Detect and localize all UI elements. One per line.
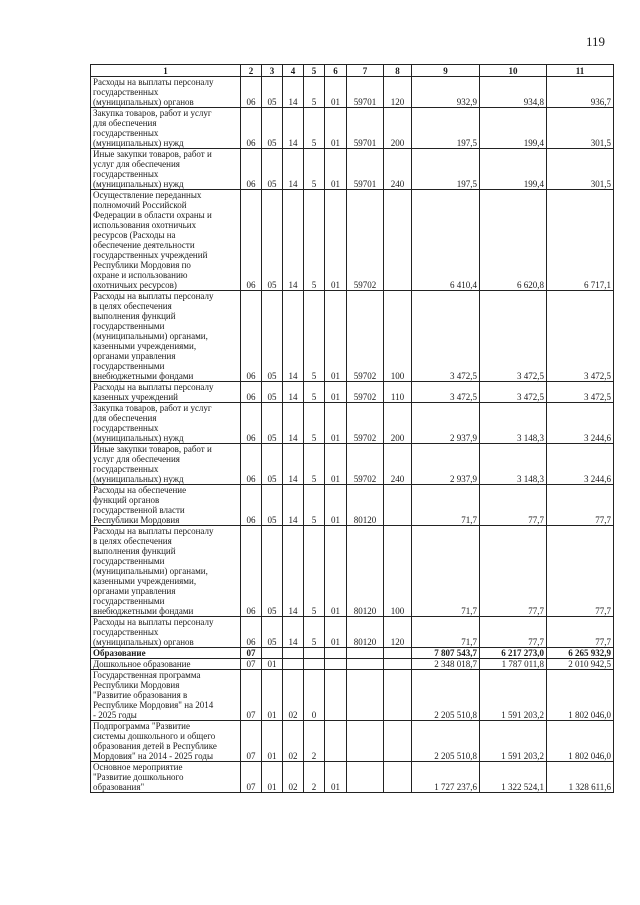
subprogram-code-cell: 5 <box>304 526 325 617</box>
amount-col9-cell: 3 472,5 <box>412 382 480 403</box>
subprogram-code-cell: 5 <box>304 108 325 149</box>
section-code-cell: 07 <box>241 721 262 762</box>
direction-code-cell <box>347 659 384 670</box>
table-row <box>91 485 614 526</box>
expense-type-cell <box>384 648 412 659</box>
row-name-cell: Расходы на выплаты персоналу в целях обеспечения выполнения функций государственными (муниципальными) органами, казенными учреждениями, органами управления государственными внебюджетными фондами <box>91 526 241 617</box>
program-code-cell: 14 <box>283 526 304 617</box>
subsection-code-cell: 05 <box>262 382 283 403</box>
row-name-cell: Основное мероприятие "Развитие дошкольного образования" <box>91 762 241 793</box>
direction-code-cell: 80120 <box>347 526 384 617</box>
table-row <box>91 670 614 721</box>
column-header: 1 <box>91 65 241 77</box>
amount-col9-cell: 2 205 510,8 <box>412 721 480 762</box>
expense-type-cell: 200 <box>384 403 412 444</box>
expense-type-cell: 100 <box>384 526 412 617</box>
subsection-code-cell: 05 <box>262 403 283 444</box>
row-name-cell: Расходы на выплаты персоналу казенных учреждений <box>91 382 241 403</box>
table-row <box>91 721 614 762</box>
column-header: 2 <box>241 65 262 77</box>
direction-code-cell: 59701 <box>347 108 384 149</box>
column-header: 6 <box>325 65 347 77</box>
subsection-code-cell: 05 <box>262 526 283 617</box>
section-code-cell: 07 <box>241 762 262 793</box>
program-code-cell: 14 <box>283 382 304 403</box>
subsection-code-cell: 01 <box>262 659 283 670</box>
amount-col11-cell: 77,7 <box>547 485 614 526</box>
program-code-cell: 14 <box>283 485 304 526</box>
amount-col11-cell: 3 472,5 <box>547 382 614 403</box>
subprogram-code-cell: 5 <box>304 485 325 526</box>
direction-code-cell: 59701 <box>347 149 384 190</box>
direction-code-cell: 59702 <box>347 444 384 485</box>
amount-col10-cell: 1 591 203,2 <box>480 721 547 762</box>
event-code-cell: 01 <box>325 762 347 793</box>
event-code-cell: 01 <box>325 526 347 617</box>
program-code-cell: 14 <box>283 190 304 291</box>
event-code-cell <box>325 721 347 762</box>
section-code-cell: 06 <box>241 77 262 108</box>
table-row <box>91 659 614 670</box>
event-code-cell: 01 <box>325 617 347 648</box>
amount-col10-cell: 77,7 <box>480 617 547 648</box>
table-row <box>91 382 614 403</box>
amount-col11-cell: 2 010 942,5 <box>547 659 614 670</box>
amount-col11-cell: 936,7 <box>547 77 614 108</box>
amount-col10-cell: 3 148,3 <box>480 403 547 444</box>
column-header: 5 <box>304 65 325 77</box>
amount-col10-cell: 199,4 <box>480 108 547 149</box>
amount-col9-cell: 2 348 018,7 <box>412 659 480 670</box>
table-row <box>91 108 614 149</box>
row-name-cell: Иные закупки товаров, работ и услуг для обеспечения государственных (муниципальных) нужд <box>91 149 241 190</box>
amount-col10-cell: 3 472,5 <box>480 382 547 403</box>
expense-type-cell: 200 <box>384 108 412 149</box>
amount-col10-cell: 199,4 <box>480 149 547 190</box>
amount-col10-cell: 3 148,3 <box>480 444 547 485</box>
amount-col11-cell: 77,7 <box>547 526 614 617</box>
subprogram-code-cell: 5 <box>304 77 325 108</box>
amount-col10-cell: 77,7 <box>480 526 547 617</box>
column-header: 4 <box>283 65 304 77</box>
event-code-cell <box>325 659 347 670</box>
subprogram-code-cell: 5 <box>304 190 325 291</box>
budget-table <box>90 64 614 793</box>
direction-code-cell: 59702 <box>347 403 384 444</box>
table-row <box>91 149 614 190</box>
program-code-cell: 14 <box>283 403 304 444</box>
subsection-code-cell: 05 <box>262 108 283 149</box>
column-header: 8 <box>384 65 412 77</box>
section-code-cell: 06 <box>241 190 262 291</box>
subsection-code-cell: 01 <box>262 721 283 762</box>
row-name-cell: Закупка товаров, работ и услуг для обеспечения государственных (муниципальных) нужд <box>91 403 241 444</box>
amount-col9-cell: 71,7 <box>412 526 480 617</box>
table-row <box>91 648 614 659</box>
row-name-cell: Расходы на выплаты персоналу в целях обеспечения выполнения функций государственными (муниципальными) органами, казенными учреждениями, органами управления государственными внебюджетными фондами <box>91 291 241 382</box>
column-header: 11 <box>547 65 614 77</box>
column-header: 3 <box>262 65 283 77</box>
amount-col11-cell: 1 802 046,0 <box>547 670 614 721</box>
row-name-cell: Образование <box>91 648 241 659</box>
amount-col9-cell: 2 205 510,8 <box>412 670 480 721</box>
row-name-cell: Подпрограмма "Развитие системы дошкольного и общего образования детей в Республике Мордовия" на 2014 - 2025 годы <box>91 721 241 762</box>
event-code-cell: 01 <box>325 190 347 291</box>
amount-col9-cell: 6 410,4 <box>412 190 480 291</box>
program-code-cell: 14 <box>283 77 304 108</box>
amount-col9-cell: 197,5 <box>412 108 480 149</box>
event-code-cell <box>325 648 347 659</box>
column-header: 7 <box>347 65 384 77</box>
expense-type-cell <box>384 659 412 670</box>
expense-type-cell: 110 <box>384 382 412 403</box>
row-name-cell: Дошкольное образование <box>91 659 241 670</box>
direction-code-cell <box>347 670 384 721</box>
expense-type-cell: 240 <box>384 444 412 485</box>
event-code-cell: 01 <box>325 149 347 190</box>
amount-col11-cell: 3 244,6 <box>547 403 614 444</box>
section-code-cell: 07 <box>241 670 262 721</box>
program-code-cell: 14 <box>283 149 304 190</box>
program-code-cell <box>283 648 304 659</box>
section-code-cell: 06 <box>241 485 262 526</box>
event-code-cell: 01 <box>325 108 347 149</box>
subprogram-code-cell: 5 <box>304 382 325 403</box>
subsection-code-cell <box>262 648 283 659</box>
subsection-code-cell: 01 <box>262 762 283 793</box>
subprogram-code-cell <box>304 659 325 670</box>
page-number: 119 <box>586 34 606 49</box>
amount-col9-cell: 71,7 <box>412 617 480 648</box>
table-row <box>91 526 614 617</box>
expense-type-cell: 100 <box>384 291 412 382</box>
amount-col11-cell: 301,5 <box>547 108 614 149</box>
table-row <box>91 762 614 793</box>
direction-code-cell <box>347 721 384 762</box>
subprogram-code-cell: 2 <box>304 762 325 793</box>
amount-col9-cell: 197,5 <box>412 149 480 190</box>
amount-col10-cell: 1 322 524,1 <box>480 762 547 793</box>
program-code-cell: 14 <box>283 108 304 149</box>
amount-col11-cell: 6 265 932,9 <box>547 648 614 659</box>
event-code-cell: 01 <box>325 291 347 382</box>
amount-col10-cell: 934,8 <box>480 77 547 108</box>
program-code-cell: 14 <box>283 444 304 485</box>
subprogram-code-cell <box>304 648 325 659</box>
subsection-code-cell: 05 <box>262 149 283 190</box>
direction-code-cell: 80120 <box>347 617 384 648</box>
direction-code-cell: 59701 <box>347 77 384 108</box>
program-code-cell: 02 <box>283 762 304 793</box>
amount-col11-cell: 3 244,6 <box>547 444 614 485</box>
section-code-cell: 07 <box>241 659 262 670</box>
subprogram-code-cell: 5 <box>304 444 325 485</box>
table-body <box>91 77 614 793</box>
section-code-cell: 06 <box>241 444 262 485</box>
event-code-cell: 01 <box>325 485 347 526</box>
amount-col9-cell: 2 937,9 <box>412 444 480 485</box>
subsection-code-cell: 05 <box>262 444 283 485</box>
row-name-cell: Расходы на обеспечение функций органов государственной власти Республики Мордовия <box>91 485 241 526</box>
amount-col11-cell: 1 328 611,6 <box>547 762 614 793</box>
subsection-code-cell: 01 <box>262 670 283 721</box>
direction-code-cell: 80120 <box>347 485 384 526</box>
row-name-cell: Расходы на выплаты персоналу государственных (муниципальных) органов <box>91 617 241 648</box>
section-code-cell: 06 <box>241 108 262 149</box>
expense-type-cell: 240 <box>384 149 412 190</box>
amount-col10-cell: 1 787 011,8 <box>480 659 547 670</box>
direction-code-cell: 59702 <box>347 291 384 382</box>
subsection-code-cell: 05 <box>262 485 283 526</box>
program-code-cell: 14 <box>283 291 304 382</box>
amount-col9-cell: 1 727 237,6 <box>412 762 480 793</box>
program-code-cell: 02 <box>283 670 304 721</box>
table-row <box>91 444 614 485</box>
amount-col11-cell: 77,7 <box>547 617 614 648</box>
section-code-cell: 06 <box>241 526 262 617</box>
amount-col11-cell: 1 802 046,0 <box>547 721 614 762</box>
direction-code-cell <box>347 648 384 659</box>
row-name-cell: Расходы на выплаты персоналу государственных (муниципальных) органов <box>91 77 241 108</box>
section-code-cell: 07 <box>241 648 262 659</box>
column-header: 9 <box>412 65 480 77</box>
event-code-cell: 01 <box>325 444 347 485</box>
section-code-cell: 06 <box>241 382 262 403</box>
expense-type-cell <box>384 762 412 793</box>
amount-col9-cell: 2 937,9 <box>412 403 480 444</box>
subsection-code-cell: 05 <box>262 190 283 291</box>
event-code-cell: 01 <box>325 77 347 108</box>
row-name-cell: Иные закупки товаров, работ и услуг для обеспечения государственных (муниципальных) нужд <box>91 444 241 485</box>
subprogram-code-cell: 5 <box>304 149 325 190</box>
direction-code-cell <box>347 762 384 793</box>
section-code-cell: 06 <box>241 149 262 190</box>
table-row <box>91 617 614 648</box>
expense-type-cell <box>384 190 412 291</box>
amount-col10-cell: 77,7 <box>480 485 547 526</box>
table-row <box>91 190 614 291</box>
amount-col10-cell: 1 591 203,2 <box>480 670 547 721</box>
direction-code-cell: 59702 <box>347 190 384 291</box>
subsection-code-cell: 05 <box>262 291 283 382</box>
expense-type-cell <box>384 670 412 721</box>
amount-col9-cell: 7 807 543,7 <box>412 648 480 659</box>
expense-type-cell: 120 <box>384 77 412 108</box>
amount-col10-cell: 6 620,8 <box>480 190 547 291</box>
amount-col11-cell: 3 472,5 <box>547 291 614 382</box>
table-row <box>91 77 614 108</box>
row-name-cell: Закупка товаров, работ и услуг для обеспечения государственных (муниципальных) нужд <box>91 108 241 149</box>
column-header: 10 <box>480 65 547 77</box>
expense-type-cell <box>384 485 412 526</box>
row-name-cell: Государственная программа Республики Мордовия "Развитие образования в Республике Мордовия" на 2014 - 2025 годы <box>91 670 241 721</box>
row-name-cell: Осуществление переданных полномочий Российской Федерации в области охраны и использования охотничьих ресурсов (Расходы на обеспечение деятельности государственных учреждений Республики Мордовия по охране и использованию охотничьих ресурсов) <box>91 190 241 291</box>
section-code-cell: 06 <box>241 291 262 382</box>
expense-type-cell: 120 <box>384 617 412 648</box>
subsection-code-cell: 05 <box>262 617 283 648</box>
subprogram-code-cell: 5 <box>304 617 325 648</box>
section-code-cell: 06 <box>241 403 262 444</box>
event-code-cell: 01 <box>325 403 347 444</box>
event-code-cell <box>325 670 347 721</box>
amount-col10-cell: 3 472,5 <box>480 291 547 382</box>
table-row <box>91 291 614 382</box>
amount-col9-cell: 932,9 <box>412 77 480 108</box>
amount-col11-cell: 301,5 <box>547 149 614 190</box>
table-header-row <box>91 65 614 77</box>
subprogram-code-cell: 2 <box>304 721 325 762</box>
amount-col11-cell: 6 717,1 <box>547 190 614 291</box>
subprogram-code-cell: 5 <box>304 291 325 382</box>
direction-code-cell: 59702 <box>347 382 384 403</box>
program-code-cell <box>283 659 304 670</box>
amount-col9-cell: 71,7 <box>412 485 480 526</box>
program-code-cell: 02 <box>283 721 304 762</box>
subsection-code-cell: 05 <box>262 77 283 108</box>
table-row <box>91 403 614 444</box>
program-code-cell: 14 <box>283 617 304 648</box>
event-code-cell: 01 <box>325 382 347 403</box>
subprogram-code-cell: 5 <box>304 403 325 444</box>
section-code-cell: 06 <box>241 617 262 648</box>
amount-col9-cell: 3 472,5 <box>412 291 480 382</box>
amount-col10-cell: 6 217 273,0 <box>480 648 547 659</box>
subprogram-code-cell: 0 <box>304 670 325 721</box>
expense-type-cell <box>384 721 412 762</box>
